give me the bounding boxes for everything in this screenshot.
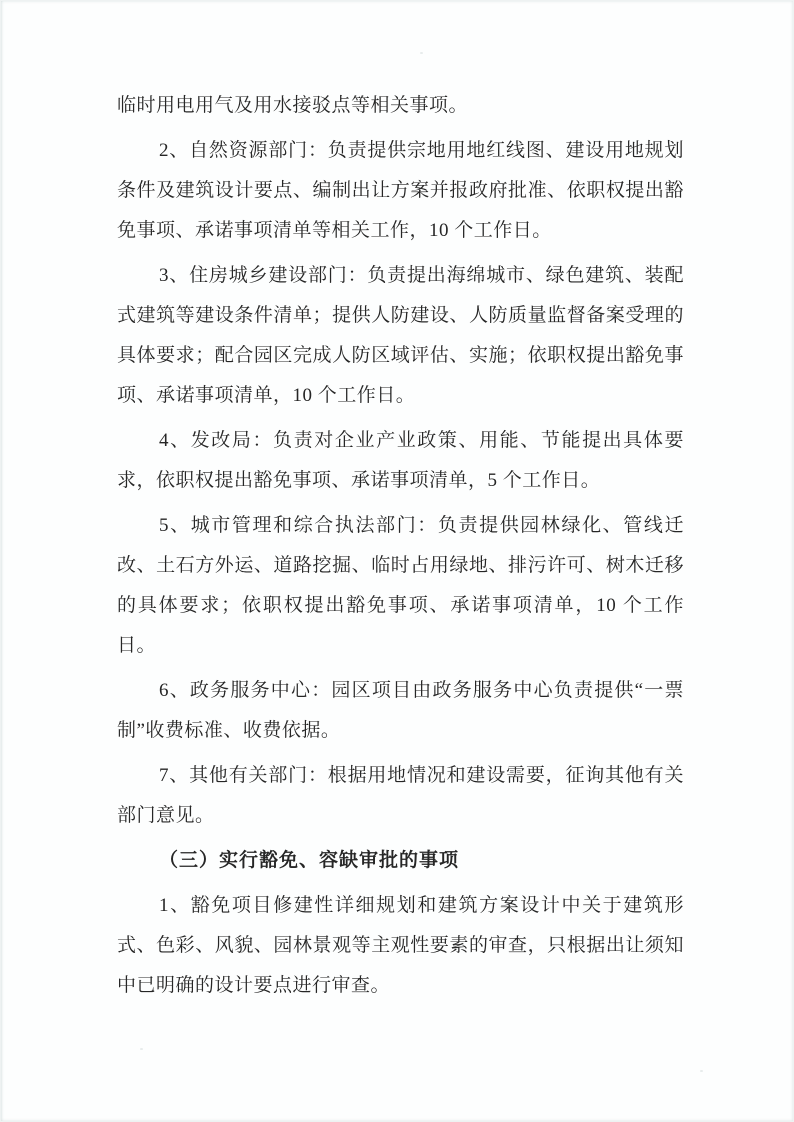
document-text-block (117, 86, 684, 1011)
scan-speckle (700, 1070, 703, 1072)
paragraph-item-2-natural-resources: 2、自然资源部门：负责提供宗地用地红线图、建设用地规划条件及建筑设计要点、编制出让方案并报政府批准、依职权提出豁免事项、承诺事项清单等相关工作，10 个工作日。 (117, 140, 684, 241)
paragraph-item-5-urban-management: 5、城市管理和综合执法部门：负责提供园林绿化、管线迁改、土石方外运、道路挖掘、临时占用绿地、排污许可、树木迁移的具体要求；依职权提出豁免事项、承诺事项清单，10 个工作日。 (117, 515, 684, 656)
paragraph-exemption-item-1: 1、豁免项目修建性详细规划和建筑方案设计中关于建筑形式、色彩、风貌、园林景观等主观性要素的审查，只根据出让须知中已明确的设计要点进行审查。 (117, 895, 684, 996)
paragraph-item-7-other-departments: 7、其他有关部门：根据用地情况和建设需要，征询其他有关部门意见。 (117, 765, 684, 826)
paragraph-item-4-development-reform: 4、发改局：负责对企业产业政策、用能、节能提出具体要求，依职权提出豁免事项、承诺事项清单，5 个工作日。 (117, 430, 684, 491)
paragraph-item-3-housing-construction: 3、住房城乡建设部门：负责提出海绵城市、绿色建筑、装配式建筑等建设条件清单；提供人防建设、人防质量监督备案受理的具体要求；配合园区完成人防区域评估、实施；依职权提出豁免事项、承诺事项清单，10 个工作日。 (117, 265, 684, 406)
scan-speckle (140, 1048, 143, 1050)
section-heading-exemption-items: （三）实行豁免、容缺审批的事项 (159, 850, 460, 871)
paragraph-item-6-service-center: 6、政务服务中心：园区项目由政务服务中心负责提供“一票制”收费标准、收费依据。 (117, 680, 684, 741)
paragraph-continuation: 临时用电用气及用水接驳点等相关事项。 (117, 95, 469, 116)
scan-speckle (420, 52, 423, 54)
